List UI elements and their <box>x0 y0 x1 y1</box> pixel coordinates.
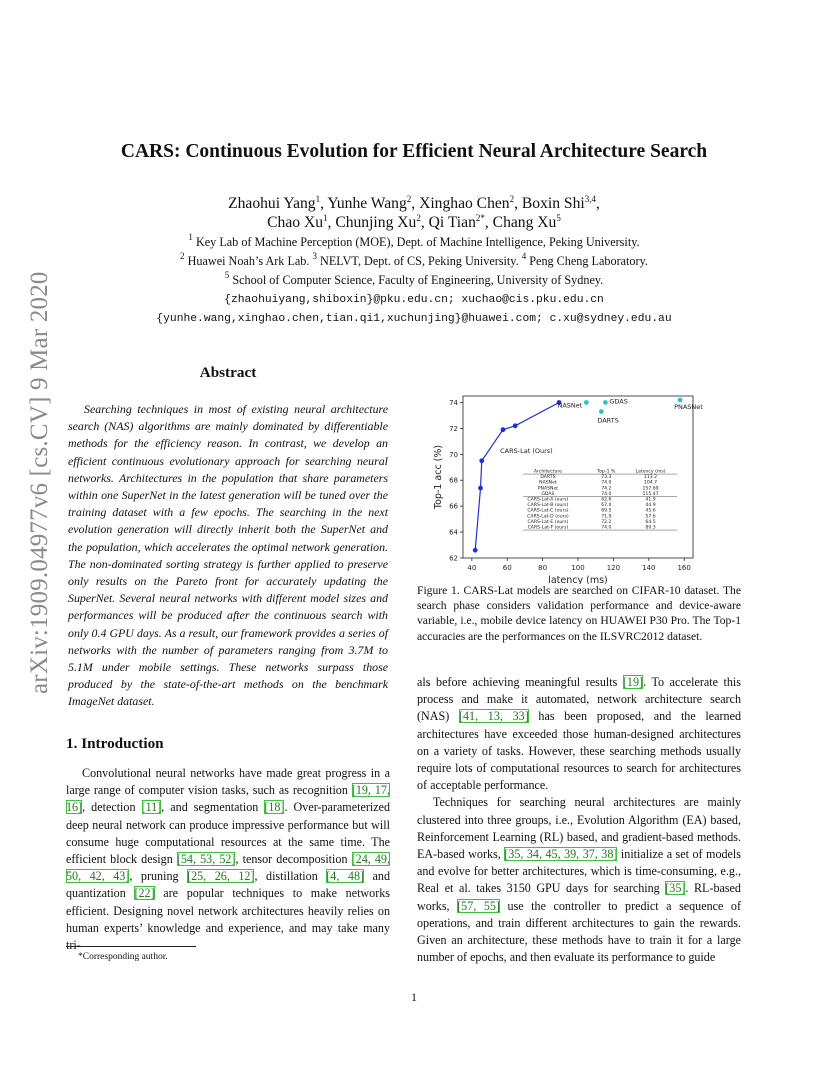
introduction-paragraph <box>66 765 390 954</box>
author: Qi Tian <box>428 214 476 231</box>
table-cell: 57.6 <box>645 514 656 520</box>
table-cell: GDAS <box>541 491 555 497</box>
affiliation-mark: 3 <box>312 251 317 261</box>
affiliation-line-3 <box>0 270 828 288</box>
y-tick-label: 66 <box>449 502 458 511</box>
abstract-heading: Abstract <box>199 364 257 381</box>
affiliation-text: Huawei Noah’s Ark Lab. <box>187 254 310 268</box>
figure-1-chart <box>425 388 705 584</box>
body-text: Convolutional neural networks have made great progress in a large range of computer vision tasks, such as recognition <box>66 766 390 798</box>
table-cell: CARS-Lat-E (ours) <box>527 519 569 525</box>
email-line-2: {yunhe.wang,xinghao.chen,tian.qi1,xuchunjing}@huawei.com; c.xu@sydney.edu.au <box>156 313 672 325</box>
table-cell: 73.3 <box>601 475 612 481</box>
citation-link[interactable]: [18] <box>264 800 285 815</box>
citation-link[interactable]: [24, 49, 50, 42, 43] <box>66 852 391 884</box>
baseline-point-label: NASNet <box>557 401 583 410</box>
table-cell: 74.0 <box>601 525 612 531</box>
y-tick-label: 62 <box>449 554 458 563</box>
affiliation-text: School of Computer Science, Faculty of Engineering, University of Sydney. <box>232 273 604 287</box>
baseline-point-label: DARTS <box>597 416 619 425</box>
body-text: , distillation <box>254 869 327 884</box>
affiliation-line-2 <box>0 251 828 269</box>
x-tick-label: 100 <box>571 564 585 572</box>
y-tick-label: 74 <box>449 398 458 407</box>
arxiv-identifier: arXiv:1909.04977v6 [cs.CV] 9 Mar 2020 <box>26 271 53 694</box>
author-affiliation-mark: 2 <box>509 194 515 204</box>
body-text: . RL-based works, <box>417 881 741 913</box>
citation-link[interactable]: [57, 55] <box>457 898 500 913</box>
affiliation-text: Peng Cheng Laboratory. <box>529 254 648 268</box>
body-text: , and segmentation <box>161 800 265 815</box>
citation-link[interactable]: [11] <box>141 800 162 815</box>
table-cell: CARS-Lat-A (ours) <box>527 497 569 503</box>
citation-link[interactable]: [19] <box>622 675 644 689</box>
paragraph <box>417 674 741 794</box>
x-tick-label: 60 <box>502 564 512 572</box>
table-cell: CARS-Lat-C (ours) <box>527 508 569 514</box>
citation-link[interactable]: [25, 26, 12] <box>187 869 255 884</box>
x-tick-label: 120 <box>606 564 621 572</box>
citation-link[interactable]: [35, 34, 45, 39, 37, 38] <box>504 847 618 862</box>
table-cell: 64.5 <box>645 519 656 525</box>
affiliation-line-1 <box>0 232 828 250</box>
plot-frame <box>463 396 693 558</box>
email-line-1: {zhaohuiyang,shiboxin}@pku.edu.cn; xuchao@cis.pku.edu.cn <box>224 294 604 306</box>
figure-caption: Figure 1. CARS-Lat models are searched on CIFAR-10 dataset. The search phase considers validation performance and device-aware variable, i.e., mobile device latency on HUAWEI P30 Pro. The Top-1 accuracies are the performances on the ILSVRC2012 dataset. <box>417 584 741 643</box>
author: Chao Xu <box>267 214 324 231</box>
table-header: Architecture <box>533 469 562 475</box>
table-cell: 74.0 <box>601 491 612 497</box>
cars-lat-point <box>478 486 483 491</box>
table-cell: 67.4 <box>601 503 612 509</box>
table-cell: 157.69 <box>642 486 659 492</box>
body-text: , pruning <box>129 869 188 884</box>
page-number: 1 <box>411 990 417 1004</box>
table-cell: PNASNet <box>537 486 559 492</box>
table-cell: 115.47 <box>642 491 659 497</box>
x-tick-label: 40 <box>467 564 477 572</box>
body-text: use the controller to predict a sequence of operations, and train different architectures to gain the rewards. Given an architecture, these methods have to train it for a large number of epochs, and then evaluate its performance to guide <box>417 898 742 965</box>
author: Boxin Shi <box>521 195 585 212</box>
author: Chunjing Xu <box>335 214 417 231</box>
table-cell: 89.3 <box>645 525 656 531</box>
author-affiliation-mark: 2* <box>475 213 485 223</box>
cars-lat-point <box>501 427 506 432</box>
table-cell: 104.7 <box>643 480 658 486</box>
baseline-point <box>599 409 604 414</box>
author-line-2: Chao Xu$^1$, Chunjing Xu$^2$, Qi Tian$^{2*}$, Chang Xu$^5$ <box>267 213 561 231</box>
x-tick-label: 160 <box>677 564 691 572</box>
body-text: Techniques for searching neural architectures are mainly clustered into three groups, i.e., Evolution Algorithm (EA) based, Reinforcement Learning (RL) based, and gradient-based methods. EA-based works, <box>417 795 741 862</box>
footnote-rule <box>66 946 196 947</box>
baseline-point <box>678 397 683 402</box>
author-affiliation-mark: 2 <box>406 194 412 204</box>
author-affiliation-mark: 3,4 <box>584 194 596 204</box>
affiliation-mark: 2 <box>180 251 185 261</box>
x-tick-label: 140 <box>642 564 656 572</box>
cars-lat-point <box>473 548 478 553</box>
baseline-point <box>603 400 608 405</box>
table-cell: CARS-Lat-B (ours) <box>527 503 569 509</box>
table-cell: 45.6 <box>645 508 656 514</box>
abstract-text: Searching techniques in most of existing neural architecture search (NAS) algorithms are mainly dominated by differentiable methods for the efficiency reason. In contrast, we develop an efficient continuous evolutionary approach for searching neural networks. Architectures in the population that share parameters within one SuperNet in the latest generation will be tuned over the training dataset with a few epochs. The searching in the next evolution generation will directly inherit both the SuperNet and the population, which accelerates the optimal network generation. The non-dominated sorting strategy is further applied to preserve only results on the Pareto front for accurately updating the SuperNet. Several neural networks with different model sizes and performances will be produced after the continuous search with only 0.4 GPU days. As a result, our framework provides a series of networks with the number of parameters ranging from 3.7M to 5.1M under mobile settings. These networks surpass those produced by the state-of-the-art methods on the benchmark ImageNet dataset. <box>68 402 388 709</box>
body-text: . To accelerate this process and make it automated, network architecture search (NAS) <box>417 675 741 724</box>
author-affiliation-mark: 5 <box>556 213 561 223</box>
baseline-point-label: GDAS <box>609 397 628 406</box>
author-affiliation-mark: 1 <box>315 194 321 204</box>
author: Chang Xu <box>492 214 557 231</box>
table-cell: 62.6 <box>601 497 612 503</box>
affiliation-text: Key Lab of Machine Perception (MOE), Dept. of Machine Intelligence, Peking University. <box>195 235 640 249</box>
cars-lat-point <box>513 423 518 428</box>
body-text: als before achieving meaningful results <box>417 675 623 689</box>
author: Zhaohui Yang <box>228 195 316 212</box>
table-cell: CARS-Lat-F (ours) <box>527 525 569 531</box>
table-cell: 74.2 <box>601 486 612 492</box>
right-column-text <box>417 674 741 966</box>
table-cell: 72.2 <box>601 519 612 525</box>
paragraph <box>417 794 741 966</box>
affiliation-mark: 1 <box>188 232 193 242</box>
table-cell: 41.9 <box>645 497 656 503</box>
table-cell: CARS-Lat-D (ours) <box>527 514 569 520</box>
series-label: CARS-Lat (Ours) <box>500 447 553 456</box>
table-cell: 44.9 <box>645 503 656 509</box>
affiliation-mark: 5 <box>224 270 230 280</box>
table-header: Latency (ms) <box>635 469 666 475</box>
table-header: Top-1 % <box>597 469 616 475</box>
table-cell: 71.9 <box>601 514 612 520</box>
body-text: has been proposed, and the learned architectures have exceeded those human-designed architectures on a variety of tasks. However, these searching methods usually require lots of computational resources to search for architectures of acceptable performance. <box>417 709 741 793</box>
affiliation-mark: 4 <box>521 251 527 261</box>
paper-title: CARS: Continuous Evolution for Efficient Neural Architecture Search <box>120 141 708 162</box>
affiliation-text: NELVT, Dept. of CS, Peking University. <box>320 254 519 268</box>
cars-lat-point <box>479 458 484 463</box>
y-axis-label: Top-1 acc (%) <box>433 444 444 510</box>
citation-link[interactable]: [4, 48] <box>326 869 365 884</box>
y-tick-label: 70 <box>449 450 458 459</box>
x-tick-label: 80 <box>538 564 548 572</box>
section-heading-introduction: 1. Introduction <box>66 735 164 752</box>
body-text: and quantization <box>66 869 390 901</box>
footnote: *Corresponding author. <box>78 952 168 962</box>
body-text: initialize a set of models and evolve for better architectures, which is time-consuming, e.g., Real et al. takes 3150 GPU days for searching <box>417 847 741 896</box>
citation-link[interactable]: [22] <box>134 886 155 901</box>
table-cell: 74.0 <box>601 480 612 486</box>
baseline-point-label: PNASNet <box>674 402 703 411</box>
x-axis-label: latency (ms) <box>548 575 608 584</box>
baseline-point <box>584 400 589 405</box>
author-line-1: Zhaohui Yang$^1$, Yunhe Wang$^2$, Xinghao Chen$^2$, Boxin Shi$^{3,4}$, <box>228 194 600 212</box>
body-text: are popular techniques to make networks efficient. Designing novel network architectures heavily relies on human experts’ knowledge and experience, and may take many tri- <box>66 886 390 953</box>
citation-link[interactable]: [54, 53, 52] <box>176 852 236 867</box>
table-cell: 69.5 <box>601 508 612 514</box>
y-tick-label: 68 <box>449 476 458 485</box>
body-text: , tensor decomposition <box>235 852 352 867</box>
author-affiliation-mark: 1 <box>323 213 328 223</box>
table-cell: 113.2 <box>643 475 658 481</box>
table-cell: NASNet <box>539 480 557 486</box>
body-text: . Over-parameterized deep neural network can produce impressive performance but will consume huge computational resources at the same time. The efficient block design <box>66 800 390 867</box>
table-cell: DARTS <box>540 475 556 481</box>
author: Yunhe Wang <box>327 195 407 212</box>
citation-link[interactable]: [41, 13, 33] <box>458 709 529 724</box>
body-text: , detection <box>82 800 142 815</box>
author-affiliation-mark: 2 <box>416 213 421 223</box>
citation-link[interactable]: [19, 17, 16] <box>66 783 390 815</box>
y-tick-label: 64 <box>449 528 458 537</box>
y-tick-label: 72 <box>449 424 458 433</box>
citation-link[interactable]: [35] <box>665 881 686 896</box>
author: Xinghao Chen <box>419 195 510 212</box>
